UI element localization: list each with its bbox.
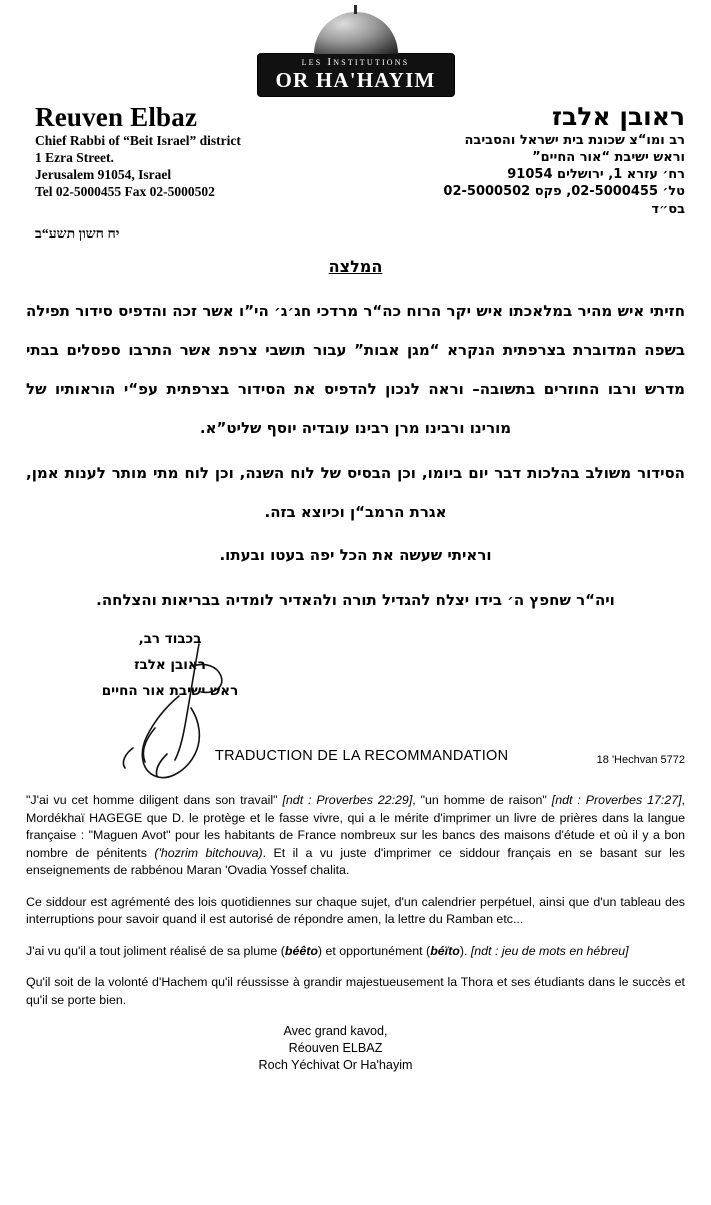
bsd-mark: בס״ד	[651, 202, 685, 217]
logo-line-2: OR HA'HAYIM	[275, 68, 436, 92]
translation-date: 18 'Hechvan 5772	[596, 754, 685, 766]
organization-logo	[0, 0, 711, 96]
sender-title-hebrew: רב ומו“צ שכונת בית ישראל והסביבה	[464, 133, 685, 148]
sender-phone-hebrew: טל׳ 02-5000455, פקס 02-5000502	[443, 184, 685, 199]
letterhead-english	[35, 102, 241, 200]
hebrew-paragraph-4: ויה“ר שחפץ ה׳ בידו יצלח להגדיל תורה ולהאדיר לומדיה בבריאות והצלחה.	[96, 591, 615, 609]
dome-icon	[314, 12, 398, 54]
signature-line-2: ראובן אלבז	[134, 657, 206, 673]
translation-title: TRADUCTION DE LA RECOMMANDATION	[215, 748, 509, 764]
logo-line-1: les Institutions	[301, 56, 410, 68]
translation-paragraph: Ce siddour est agrémenté des lois quotidiennes sur chaque sujet, d'un calendrier perpétuel, ainsi que d'un tableau des interruptions pour savoir quand il est autorisé de répondre amen, la lettre du Ramban etc...	[26, 894, 685, 926]
closing-line-1: Avec grand kavod,	[283, 1024, 388, 1038]
date-row	[0, 217, 711, 243]
translation-paragraph: "J'ai vu cet homme diligent dans son travail" [ndt : Proverbes 22:29], "un homme de raison" [ndt : Proverbes 17:27], Mordékhaï HAGEGE que D. le protège et le fasse vivre, qui a le mérite d'imprimer un livre de prières dans la langue française : "Maguen Avot" pour les habitants de France nombreux sur les bancs des maisons d'étude et où il y a bon nombre de pénitents ('hozrim bitchouva). Et il a vu juste d'imprimer ce siddour français en se basant sur les enseignements de rabbénou Maran 'Ovadia Yossef chalita.	[26, 793, 685, 877]
signature-line-1: בכבוד רב,	[138, 631, 202, 647]
sender-street-english: 1 Ezra Street.	[35, 150, 114, 165]
sender-phone-english: Tel 02-5000455 Fax 02-5000502	[35, 184, 215, 199]
document-title: המלצה	[328, 257, 383, 276]
sender-name-english: Reuven Elbaz	[35, 102, 198, 132]
closing-line-2: Réouven ELBAZ	[288, 1041, 383, 1055]
sender-title-english: Chief Rabbi of “Beit Israel” district	[35, 133, 241, 148]
translation-paragraph: Qu'il soit de la volonté d'Hachem qu'il réussisse à grandir majestueusement la Thora et ses étudiants dans le succès et qu'il se porte bien.	[26, 975, 685, 1007]
closing-line-3: Roch Yéchivat Or Ha'hayim	[258, 1058, 413, 1072]
sender-address-hebrew: רח׳ עזרא 1, ירושלים 91054	[507, 167, 685, 182]
logo-graphic	[253, 12, 458, 96]
sender-city-english: Jerusalem 91054, Israel	[35, 167, 172, 182]
document-date-hebrew: יח חשון תשע“ב	[35, 227, 120, 242]
closing-block	[0, 1023, 711, 1074]
translation-body	[0, 792, 711, 1009]
hebrew-paragraph-2: הסידור משולב בהלכות דבר יום ביומו, וכן הבסיס של לוח השנה, וכן לוח מתי מותר לענות אמן, אגרת הרמב“ן וכיוצא בזה.	[26, 464, 685, 521]
logo-nameplate	[258, 54, 454, 96]
letterhead-hebrew	[443, 102, 685, 200]
hebrew-paragraph-3: וראיתי שעשה את הכל יפה בעטו ובעתו.	[219, 546, 492, 564]
signature-line-3: ראש ישיבת אור החיים	[101, 683, 239, 699]
letterhead	[0, 96, 711, 200]
sender-yeshiva-hebrew: וראש ישיבת “אור החיים”	[532, 150, 685, 165]
signature-block	[0, 626, 711, 786]
translation-paragraph: J'ai vu qu'il a tout joliment réalisé de sa plume (béêto) et opportunément (béïto). [ndt : jeu de mots en hébreu]	[26, 943, 629, 958]
hebrew-paragraph-1: חזיתי איש מהיר במלאכתו איש יקר הרוח כה“ר מרדכי חג׳ג׳ הי”ו אשר זכה והדפיס סידור תפילה בשפה המדוברת בצרפתית הנקרא “מגן אבות” עבור תושבי צרפת אשר התרבו ספסלים בבתי מדרש ורבו החוזרים בתשובה– וראה לנכון להדפיס את הסידור בצרפתית עפ“י הוראותיו של מורינו ורבינו מרן רבינו עובדיה יוסף שליט”א.	[26, 302, 685, 437]
sender-name-hebrew: ראובן אלבז	[552, 102, 685, 131]
